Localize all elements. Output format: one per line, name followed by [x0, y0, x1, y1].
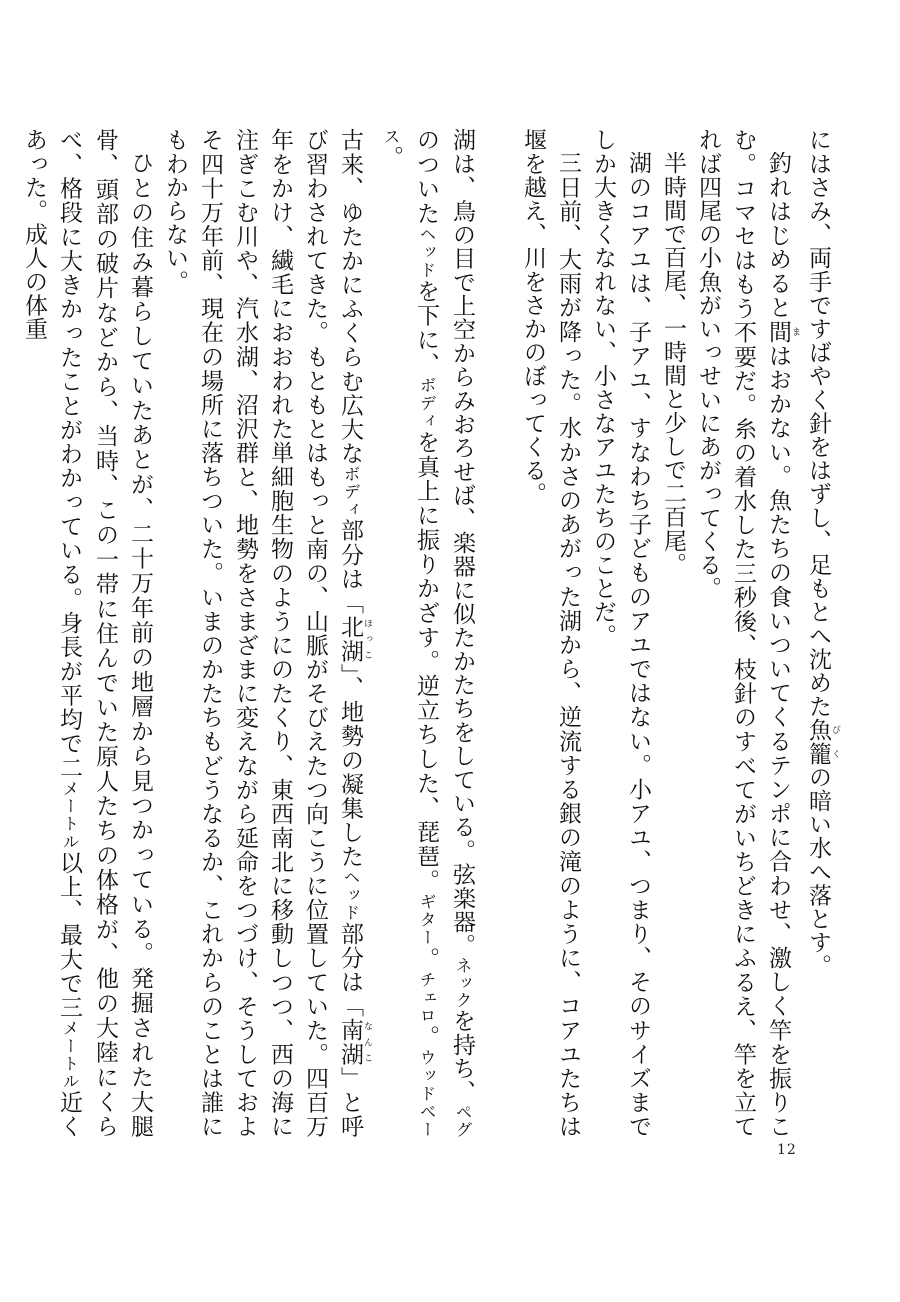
ruby-reading: ま — [790, 319, 800, 344]
ruby-base: 北湖 — [337, 614, 363, 664]
ruby-base: 魚籠 — [805, 718, 831, 766]
text-run: を下に、 — [413, 279, 439, 377]
text-run: を真上に振りかざす。逆立ちした、琵琶。 — [413, 430, 439, 893]
text-run: 部分は「 — [337, 921, 363, 1018]
paragraph — [585, 128, 655, 1138]
small-katakana-run: ネック — [453, 957, 472, 1009]
ruby-annotation — [337, 614, 372, 664]
text-run: 三日前、大雨が降った。水かさのあがった湖から、逆流する銀の滝のように、コアユたちは堰を越え、川をさかのぼってくる。 — [520, 128, 581, 1138]
small-katakana-run: ペグ — [453, 1103, 472, 1139]
small-katakana-run: メートル — [60, 1019, 79, 1091]
text-run: 」、地勢の凝集した — [337, 663, 363, 869]
ruby-reading: びく — [830, 718, 840, 766]
text-run: 。 — [377, 145, 403, 169]
text-run: の暗い水へ落とす。 — [805, 765, 831, 978]
paragraph — [690, 128, 800, 1138]
small-katakana-run: ボディ — [417, 376, 436, 431]
paragraph — [16, 128, 157, 1138]
ruby-annotation — [765, 319, 800, 344]
text-run: にはさみ、両手ですばやく針をはずし、足もとへ沈めた — [805, 128, 831, 718]
paragraph — [372, 128, 480, 1138]
text-run: 近くあった。成人の体重 — [21, 128, 82, 1139]
paragraph — [515, 128, 585, 1138]
vertical-text-body — [16, 128, 840, 1138]
small-katakana-run: ヘッド — [341, 868, 360, 922]
text-run: のついた — [413, 128, 439, 226]
text-run: 釣れはじめると — [765, 151, 791, 320]
small-katakana-run: ヘッド — [417, 225, 436, 280]
small-katakana-run: ボディ — [341, 465, 360, 519]
ruby-base: 南湖 — [337, 1017, 363, 1067]
text-run: 。 — [413, 1024, 439, 1050]
text-run: はおかない。魚たちの食いついてくるテンポに合わせ、激しく竿を振りこむ。コマセはもう不要だ。糸の着水した三秒後、枝針のすべてがいちどきにふるえ、竿を立てれば四尾の小魚がいっせいにあがってくる。 — [695, 128, 791, 1138]
text-run: ひとの住み暮らしていたあとが、二十万年前の地層から見つかっている。発掘された大腿骨、頭部の破片などから、当時、この一帯に住んでいた原人たちの体格が、他の大陸にくらべ、格段に大きかったことがわかっている。身長が平均で二 — [56, 128, 153, 1138]
text-run: 」と呼び習わされてきた。もともとはもっと南の、山脈がそびえたつ向こうに位置していた。四百万年をかけ、繊毛におおわれた単細胞生物のようにのたくり、東西南北に移動しつつ、西の海に注ぎこむ川や、汽水湖、沼沢群と、地勢をさまざまに変えながら延命をつづけ、そうしておよそ四十万年前、現在の場所に落ちついた。いまのかたちもどうなるか、これからのことは誰にもわからない。 — [162, 128, 363, 1139]
small-katakana-run: メートル — [60, 779, 79, 851]
ruby-annotation — [337, 1017, 372, 1067]
text-run: 半時間で百尾、一時間と少しで二百尾。 — [660, 151, 686, 576]
paragraph — [800, 128, 840, 1138]
ruby-base: 間 — [765, 319, 791, 344]
small-katakana-run: ギター — [417, 892, 436, 947]
text-run: を持ち、 — [449, 1008, 475, 1104]
ruby-reading: ほっこ — [362, 614, 372, 663]
small-katakana-run: チェロ — [417, 971, 436, 1025]
text-run: 以上、最大で三 — [56, 850, 82, 1020]
text-run: 湖は、鳥の目で上空からみおろせば、楽器に似たかたちをしている。弦楽器。 — [449, 128, 475, 958]
text-run: 湖のコアユは、子アユ、すなわち子どものアユではない。小アユ、つまり、そのサイズまでしか大きくなれない、小さなアユたちのことだ。 — [590, 128, 651, 1138]
text-run: 古来、ゆたかにふくらむ広大な — [337, 128, 363, 466]
ruby-annotation — [805, 718, 840, 766]
page-number: 12 — [777, 1142, 797, 1158]
paragraph — [655, 128, 690, 1138]
paragraph — [157, 128, 372, 1138]
text-run: 。 — [413, 946, 439, 972]
text-run: 部分は「 — [337, 518, 363, 615]
ruby-reading: なんこ — [362, 1017, 372, 1066]
small-katakana-run: ウッドベース — [381, 128, 436, 1138]
